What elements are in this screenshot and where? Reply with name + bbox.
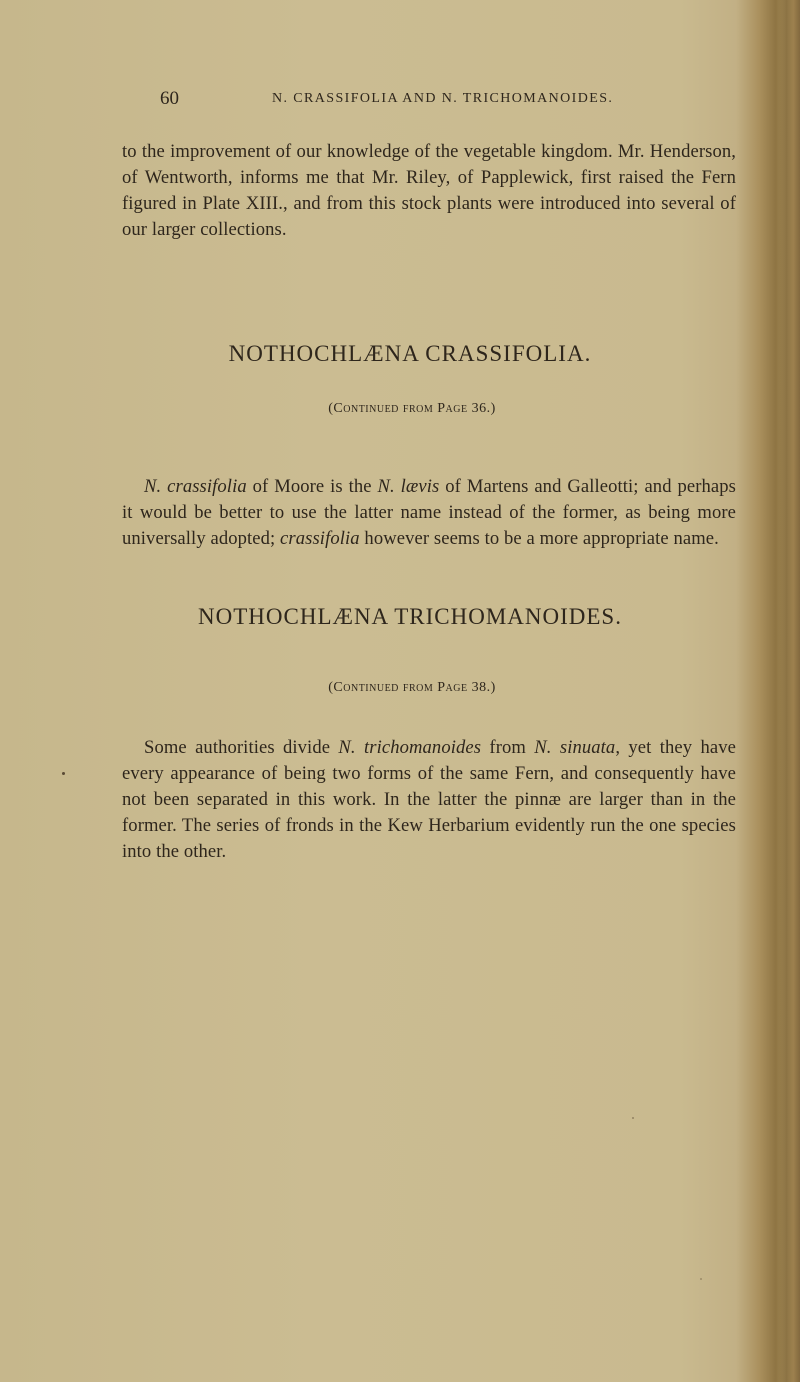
section-title-crassifolia: NOTHOCHLÆNA CRASSIFOLIA.	[228, 341, 592, 366]
taxon-name: N. sinuata	[534, 737, 616, 758]
body-text: from	[481, 737, 535, 758]
body-text: of Moore is the	[246, 476, 378, 497]
body-text: , yet they have every appearance of being two forms of the same Fern, and consequently have not been separated in this work. In the latter the pinnæ are larger than in the former. The series of fronds in the Kew Herbarium evidently run the one species into the other.	[122, 737, 736, 862]
body-text: Some authorities divide	[144, 737, 339, 758]
running-head-title: N. CRASSIFOLIA AND N. TRICHOMANOIDES.	[272, 91, 614, 106]
body-text: of Martens and Galleotti; and perhaps it would be better to use the latter name instead of the former, as being more universally adopted;	[122, 476, 736, 549]
running-head	[0, 88, 800, 112]
page-number: 60	[160, 88, 179, 109]
taxon-name: N. trichomanoides	[338, 737, 482, 758]
continued-text: (Continued from Page 38.)	[328, 680, 496, 695]
body-text: however seems to be a more appropriate name.	[359, 528, 719, 549]
paper-speck	[62, 772, 65, 775]
continued-note-crassifolia	[0, 401, 800, 417]
paragraph-crassifolia	[122, 474, 736, 552]
continued-note-trichomanoides	[0, 680, 800, 696]
taxon-name: N. crassifolia	[144, 476, 247, 497]
paragraph-trichomanoides	[122, 735, 736, 865]
taxon-name: crassifolia	[280, 528, 360, 549]
section-title-trichomanoides: NOTHOCHLÆNA TRICHOMANOIDES.	[198, 604, 622, 629]
taxon-name: N. lævis	[377, 476, 440, 497]
paper-speck	[632, 1117, 634, 1119]
continued-text: (Continued from Page 36.)	[328, 401, 496, 416]
opening-paragraph: to the improvement of our knowledge of the vegetable kingdom. Mr. Henderson, of Wentworth, informs me that Mr. Riley, of Papplewick, first raised the Fern figured in Plate XIII., and from this stock plants were introduced into several of our larger collections.	[122, 141, 736, 240]
paper-speck	[700, 1278, 702, 1280]
